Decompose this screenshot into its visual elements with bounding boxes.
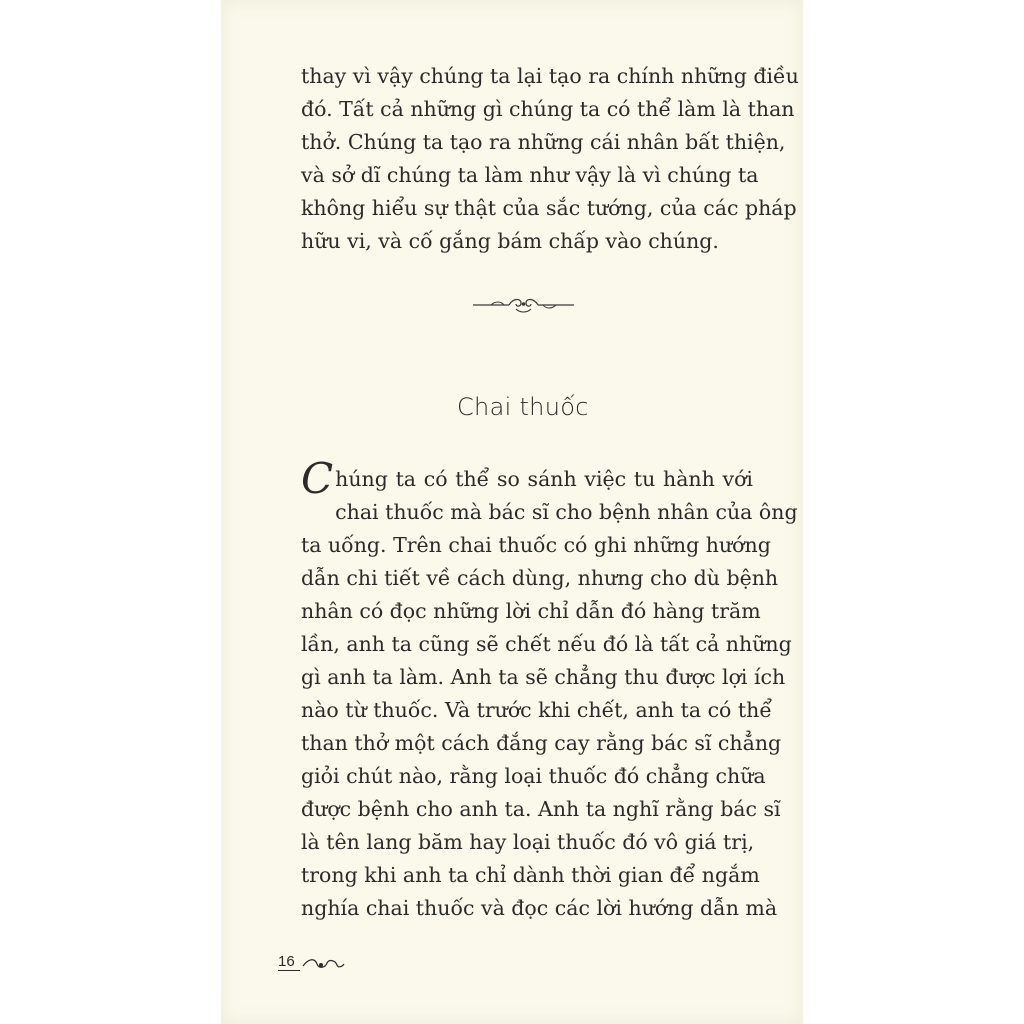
text-line: đó. Tất cả những gì chúng ta có thể làm là than xyxy=(301,97,795,121)
text-line: thay vì vậy chúng ta lại tạo ra chính những điều xyxy=(301,64,799,88)
text-line: thở. Chúng ta tạo ra những cái nhân bất thiện, xyxy=(301,130,786,154)
text-line: ta uống. Trên chai thuốc có ghi những hướng xyxy=(301,533,771,557)
text-line: và sở dĩ chúng ta làm như vậy là vì chúng ta xyxy=(301,163,759,187)
page-number: 16 xyxy=(278,953,295,970)
drop-cap: C xyxy=(301,454,334,503)
text-line: là tên lang băm hay loại thuốc đó vô giá trị, xyxy=(301,830,755,854)
text-line: nào từ thuốc. Và trước khi chết, anh ta có thể xyxy=(301,698,772,722)
text-line: gì anh ta làm. Anh ta sẽ chẳng thu được lợi ích xyxy=(301,665,786,689)
page-number-rule xyxy=(278,970,300,971)
text-line: nghía chai thuốc và đọc các lời hướng dẫn mà xyxy=(301,896,778,920)
text-line: được bệnh cho anh ta. Anh ta nghĩ rằng bác sĩ xyxy=(301,797,781,821)
text-line: dẫn chi tiết về cách dùng, nhưng cho dù bệnh xyxy=(301,566,779,590)
flourish-divider-icon xyxy=(471,295,576,315)
book-page xyxy=(221,0,803,1024)
text-line: than thở một cách đắng cay rằng bác sĩ chẳng xyxy=(301,731,782,755)
text-line: nhân có đọc những lời chỉ dẫn đó hàng trăm xyxy=(301,599,761,623)
folio-flourish-icon xyxy=(301,954,346,972)
section-title: Chai thuốc xyxy=(457,393,589,421)
text-line: lần, anh ta cũng sẽ chết nếu đó là tất cả những xyxy=(301,632,792,656)
text-line: hữu vi, và cố gắng bám chấp vào chúng. xyxy=(301,229,719,253)
text-line: chai thuốc mà bác sĩ cho bệnh nhân của ông xyxy=(335,500,798,524)
text-line: trong khi anh ta chỉ dành thời gian để ngắm xyxy=(301,863,760,887)
paragraph-main xyxy=(301,454,798,925)
text-line: giỏi chút nào, rằng loại thuốc đó chẳng chữa xyxy=(301,764,766,788)
paragraph-continued xyxy=(301,60,799,258)
text-line: húng ta có thể so sánh việc tu hành với xyxy=(335,467,753,491)
text-line: không hiểu sự thật của sắc tướng, của các pháp xyxy=(301,196,797,220)
